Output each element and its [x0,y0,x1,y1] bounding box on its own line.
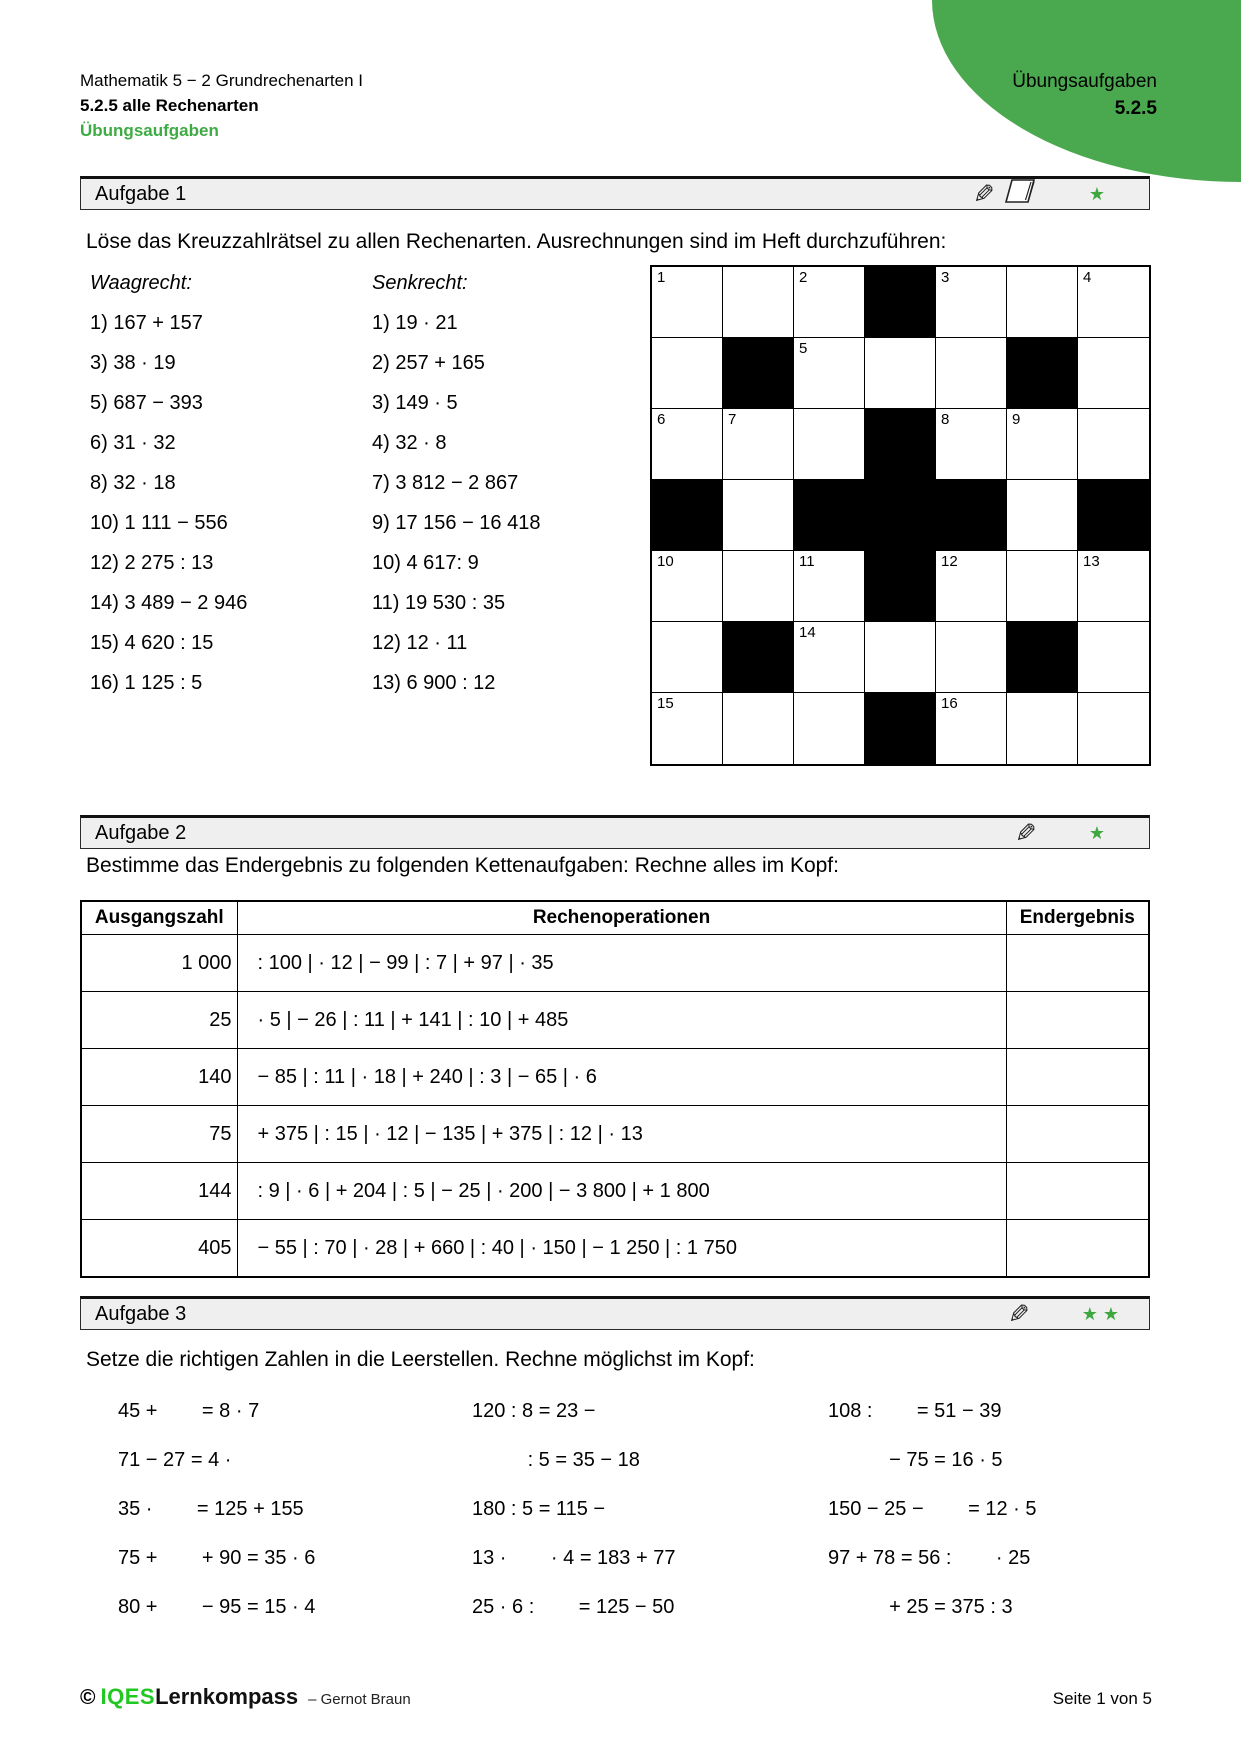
crossword-cell [652,409,723,480]
crossword-cell [1007,551,1078,622]
crossword-black-cell [936,480,1007,551]
operations-cell: − 55 | : 70 | · 28 | + 660 | : 40 | · 150 | − 1 250 | : 1 750 [237,1220,1006,1278]
difficulty-stars: ★ ★ [1081,1303,1119,1324]
crossword-black-cell [865,480,936,551]
start-value-cell: 25 [81,992,237,1049]
equation: 13 · · 4 = 183 + 77 [472,1547,676,1569]
col-header-start: Ausgangszahl [81,901,237,935]
start-value-cell: 1 000 [81,935,237,992]
crossword-clue-number: 16 [941,695,958,712]
crossword-clue-number: 12 [941,553,958,570]
crossword-cell [794,622,865,693]
equation: + 25 = 375 : 3 [828,1596,1013,1618]
crossword-cell [865,338,936,409]
operations-cell: : 9 | · 6 | + 204 | : 5 | − 25 | · 200 | − 3 800 | + 1 800 [237,1163,1006,1220]
crossword-cell [1007,480,1078,551]
crossword-clue-number: 5 [799,340,808,357]
crossword-cell [936,338,1007,409]
equation-row [118,1547,1036,1596]
col-header-operations: Rechenoperationen [237,901,1006,935]
table-row [81,1163,1149,1220]
equation-row [118,1400,1036,1449]
task3-header-bar [80,1296,1150,1330]
author-credit: – Gernot Braun [308,1691,411,1708]
operations-cell: + 375 | : 15 | · 12 | − 135 | + 375 | : 12 | · 13 [237,1106,1006,1163]
across-label: Waagrecht: [90,272,192,294]
crossword-clue-number: 3 [941,269,950,286]
down-list [372,312,642,712]
down-clue: 13) 6 900 : 12 [372,672,496,694]
equation-row [118,1498,1036,1547]
task2-title: Aufgabe 2 [95,821,187,844]
down-clue: 1) 19 · 21 [372,312,458,334]
task3-icons [1008,1301,1030,1327]
col-header-result: Endergebnis [1006,901,1149,935]
chain-calculation-table [80,900,1150,1278]
table-row [81,1220,1149,1278]
result-cell [1006,1220,1149,1278]
pencil-icon: ✎ [1015,818,1037,848]
crossword-clue-number: 10 [657,553,674,570]
across-clue: 12) 2 275 : 13 [90,552,214,574]
crossword-cell [652,693,723,764]
equation-row [118,1596,1036,1645]
across-list [90,312,360,712]
down-clue: 7) 3 812 − 2 867 [372,472,519,494]
pencil-icon: ✎ [973,179,995,209]
across-clue: 5) 687 − 393 [90,392,203,414]
crossword-cell [723,480,794,551]
crossword-cell [652,551,723,622]
task2-header-bar [80,815,1150,849]
crossword-cell [1078,409,1149,480]
start-value-cell: 144 [81,1163,237,1220]
table-row [81,935,1149,992]
crossword-cell [723,693,794,764]
crossword-cell [723,551,794,622]
table-header-row [81,901,1149,935]
crossword-cell [794,338,865,409]
crossword-clue-number: 6 [657,411,666,428]
down-clue: 2) 257 + 165 [372,352,485,374]
crossword-cell [936,622,1007,693]
equation: 97 + 78 = 56 : · 25 [828,1547,1031,1569]
pencil-icon: ✎ [1007,1299,1030,1329]
equation: 71 − 27 = 4 · [118,1449,232,1471]
crossword-clue-number: 4 [1083,269,1092,286]
table-row [81,1049,1149,1106]
equation: 45 + = 8 · 7 [118,1400,260,1422]
down-clue: 9) 17 156 − 16 418 [372,512,541,534]
down-clue: 10) 4 617: 9 [372,552,479,574]
across-clue: 15) 4 620 : 15 [90,632,214,654]
start-value-cell: 405 [81,1220,237,1278]
task1-instruction: Löse das Kreuzzahlrätsel zu allen Rechenarten. Ausrechnungen sind im Heft durchzuführen: [86,230,947,253]
down-clue: 4) 32 · 8 [372,432,447,454]
task1-icons [973,178,1037,210]
crossword-cell [936,551,1007,622]
start-value-cell: 75 [81,1106,237,1163]
crossword-cell [794,551,865,622]
task2-icons [1015,820,1037,846]
table-row [81,992,1149,1049]
crossword-cell [1007,409,1078,480]
brand-lernkompass: Lernkompass [155,1684,299,1709]
crossword-black-cell [865,693,936,764]
crossword-black-cell [1007,622,1078,693]
down-clue: 12) 12 · 11 [372,632,468,654]
crossword-cell [1007,267,1078,338]
crossword-cell [865,622,936,693]
crossword-cell [723,409,794,480]
crossword-black-cell [865,409,936,480]
crossword-cell [936,693,1007,764]
equation: 120 : 8 = 23 − [472,1400,596,1422]
copyright-icon: © [80,1686,96,1709]
page-number: Seite 1 von 5 [1052,1689,1152,1708]
task3-title: Aufgabe 3 [95,1302,187,1325]
worksheet-type: Übungsaufgaben [80,121,219,140]
table-row [81,1106,1149,1163]
equation: 150 − 25 − = 12 · 5 [828,1498,1037,1520]
crossword-clue-number: 9 [1012,411,1021,428]
equation: 35 · = 125 + 155 [118,1498,304,1520]
down-label: Senkrecht: [372,272,468,294]
crossword-black-cell [865,267,936,338]
crossword-clue-number: 1 [657,269,666,286]
corner-badge [932,0,1241,182]
equation: 108 : = 51 − 39 [828,1400,1002,1422]
difficulty-stars: ★ [1088,183,1105,204]
crossword-black-cell [794,480,865,551]
crossword-clue-number: 8 [941,411,950,428]
crossword-black-cell [723,622,794,693]
crossword-clue-number: 2 [799,269,808,286]
across-clue: 14) 3 489 − 2 946 [90,592,248,614]
task2-instruction: Bestimme das Endergebnis zu folgenden Kettenaufgaben: Rechne alles im Kopf: [86,854,839,877]
equation: 80 + − 95 = 15 · 4 [118,1596,316,1618]
corner-badge-text [1012,68,1157,122]
course-title: Mathematik 5 − 2 Grundrechenarten I [80,71,364,90]
crossword-grid [650,265,1151,766]
result-cell [1006,1163,1149,1220]
equations [118,1400,1036,1645]
corner-label: Übungsaufgaben [1012,71,1157,92]
document-header [80,68,363,143]
crossword-clue-number: 11 [799,553,815,570]
task1-title: Aufgabe 1 [95,182,187,205]
crossword-black-cell [1078,480,1149,551]
crossword-cell [1078,338,1149,409]
crossword-clue-number: 13 [1083,553,1100,570]
down-clue: 3) 149 · 5 [372,392,458,414]
difficulty-stars: ★ [1088,822,1105,843]
crossword-cell [1078,622,1149,693]
table-body [81,935,1149,1278]
result-cell [1006,935,1149,992]
operations-cell: − 85 | : 11 | · 18 | + 240 | : 3 | − 65 | · 6 [237,1049,1006,1106]
across-clue: 8) 32 · 18 [90,472,176,494]
result-cell [1006,1049,1149,1106]
crossword-cell [794,267,865,338]
operations-cell: · 5 | − 26 | : 11 | + 141 | : 10 | + 485 [237,992,1006,1049]
crossword-cell [936,267,1007,338]
across-clue: 3) 38 · 19 [90,352,176,374]
brand-iqes: IQES [100,1684,156,1709]
crossword-black-cell [865,551,936,622]
start-value-cell: 140 [81,1049,237,1106]
notebook-icon [1003,178,1037,210]
operations-cell: : 100 | · 12 | − 99 | : 7 | + 97 | · 35 [237,935,1006,992]
crossword-cell [794,409,865,480]
down-clue: 11) 19 530 : 35 [372,592,506,614]
crossword-clue-number: 14 [799,624,816,641]
crossword-cell [1078,693,1149,764]
crossword-clue-number: 15 [657,695,674,712]
crossword-cell [652,267,723,338]
equation: : 5 = 35 − 18 [472,1449,640,1471]
crossword-cell [794,693,865,764]
across-clue: 1) 167 + 157 [90,312,203,334]
equation: 75 + + 90 = 35 · 6 [118,1547,316,1569]
page-footer [80,1684,1152,1710]
result-cell [1006,992,1149,1049]
crossword-black-cell [652,480,723,551]
task3-instruction: Setze die richtigen Zahlen in die Leerstellen. Rechne möglichst im Kopf: [86,1348,755,1371]
crossword-cell [652,622,723,693]
equation: 25 · 6 : = 125 − 50 [472,1596,675,1618]
across-clue: 10) 1 111 − 556 [90,512,228,534]
crossword-cell [652,338,723,409]
equation-row [118,1449,1036,1498]
crossword-black-cell [1007,338,1078,409]
crossword-cell [1007,693,1078,764]
crossword-cell [723,267,794,338]
crossword-cell [1078,551,1149,622]
across-clue: 6) 31 · 32 [90,432,176,454]
task1-header-bar [80,176,1150,210]
chapter-title: 5.2.5 alle Rechenarten [80,96,259,115]
crossword-clue-number: 7 [728,411,737,428]
equation: 180 : 5 = 115 − [472,1498,606,1520]
crossword-cell [936,409,1007,480]
crossword-black-cell [723,338,794,409]
equation: − 75 = 16 · 5 [828,1449,1003,1471]
result-cell [1006,1106,1149,1163]
crossword-cell [1078,267,1149,338]
corner-code: 5.2.5 [1114,98,1157,119]
across-clue: 16) 1 125 : 5 [90,672,203,694]
